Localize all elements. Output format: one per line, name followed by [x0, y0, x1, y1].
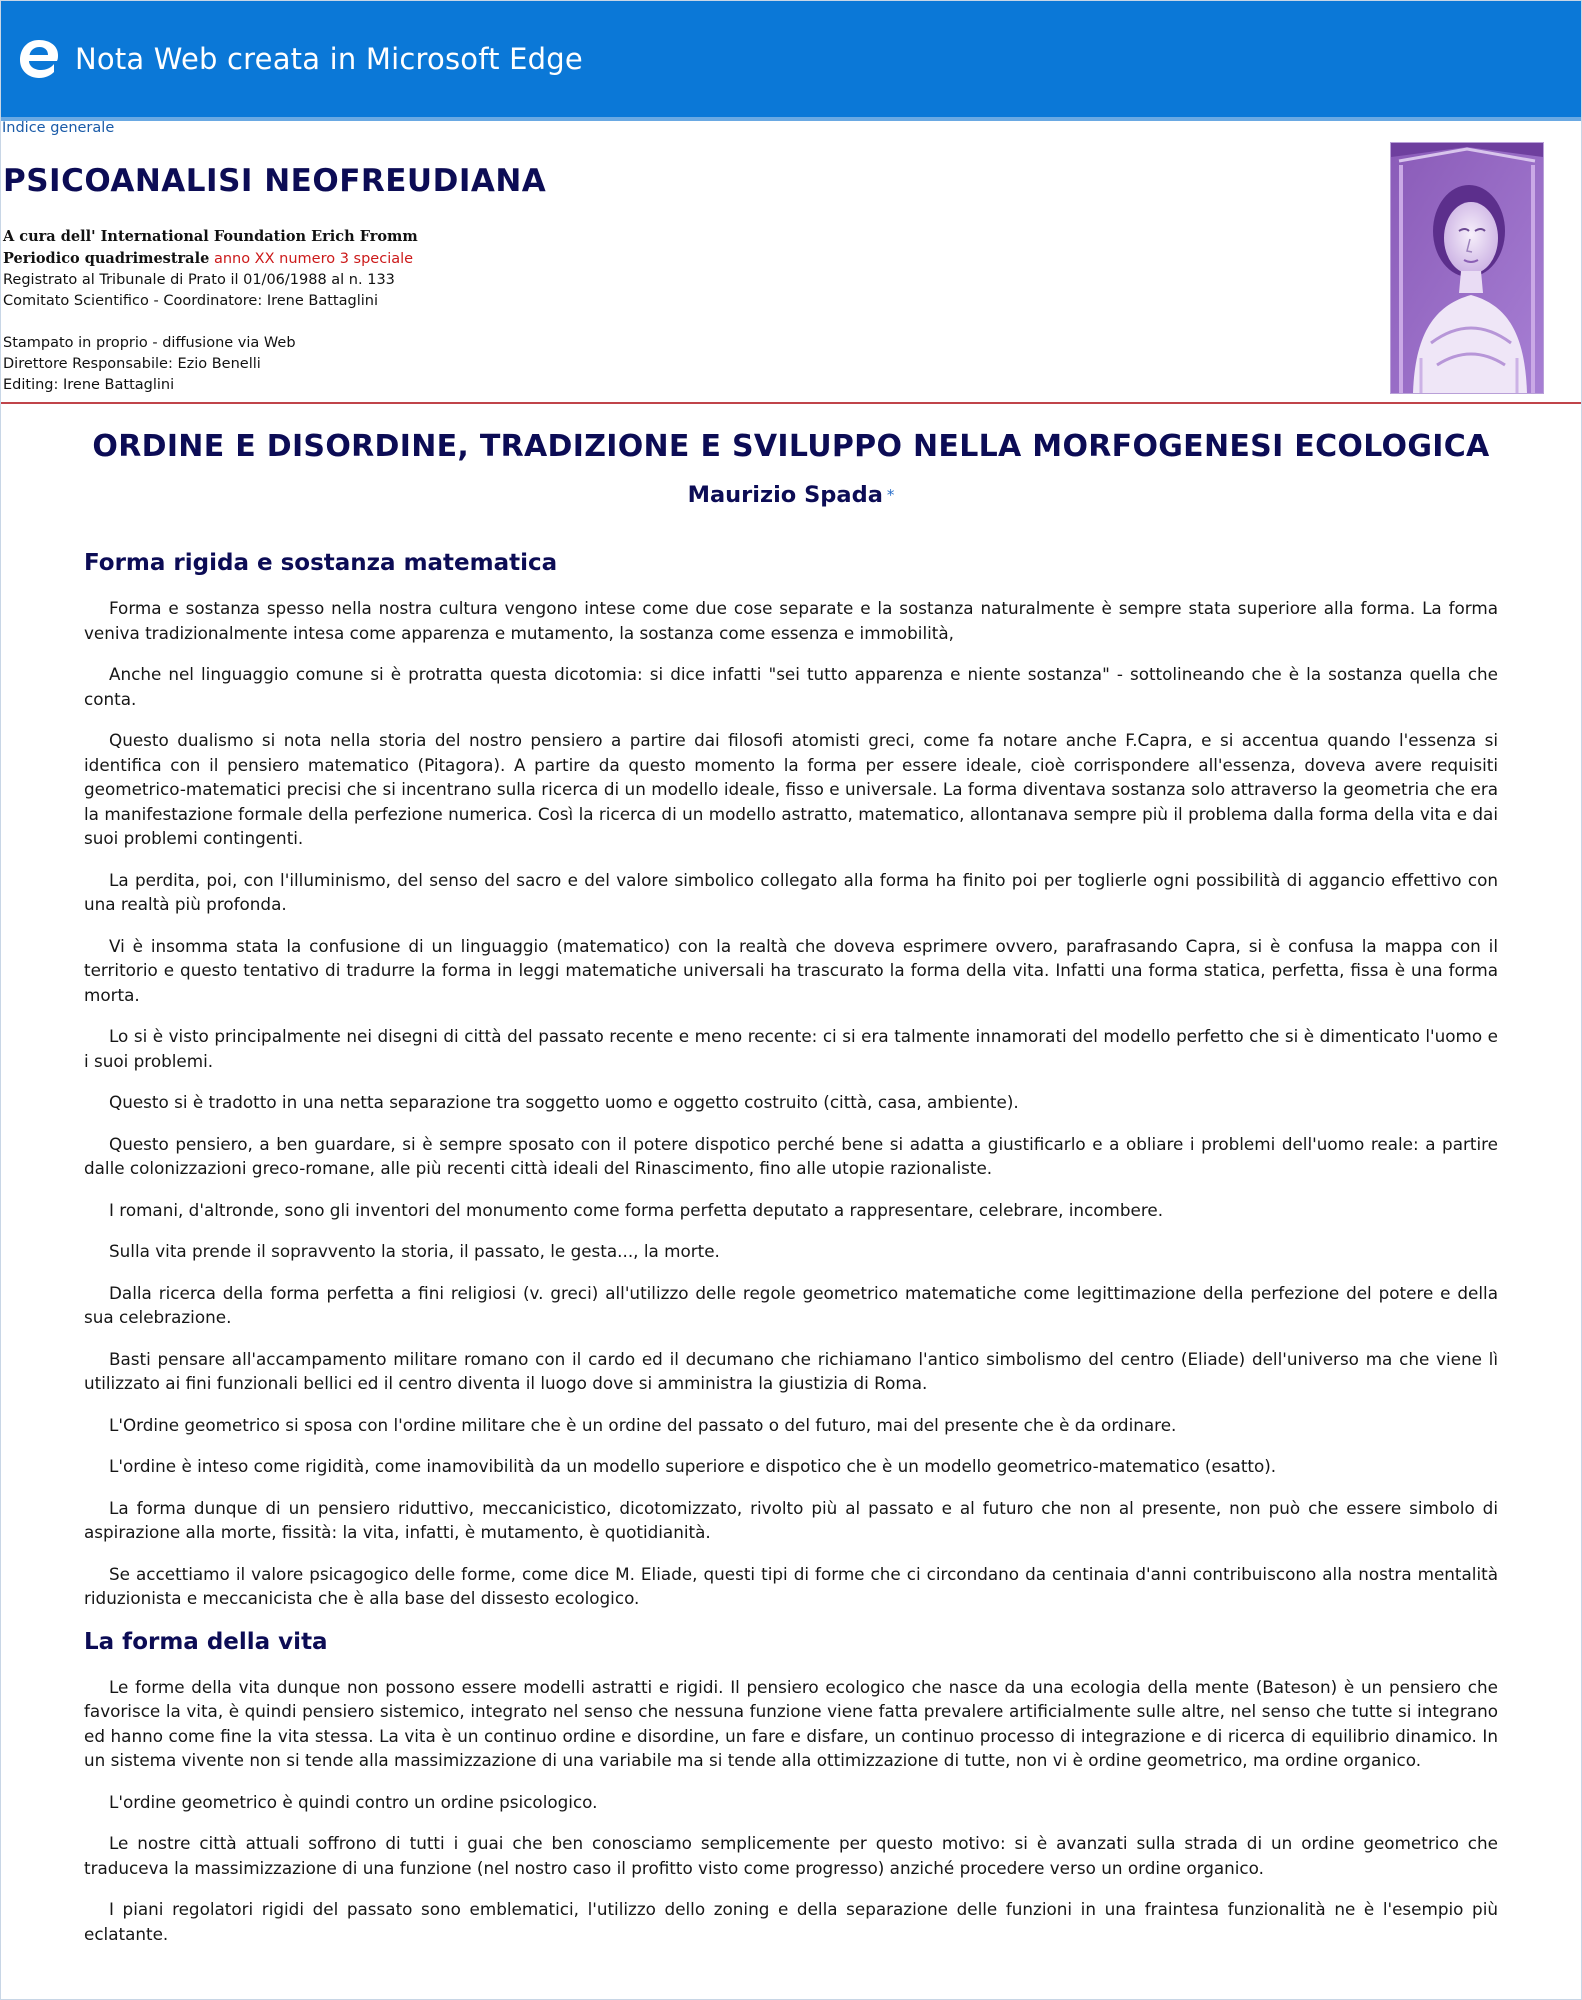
paragraph: La forma dunque di un pensiero riduttivo, meccanicistico, dicotomizzato, rivolto più al passato e al futuro che non al presente, non può che essere simbolo di aspirazione alla morte, fissità: la vita, infatti, è mutamento, è quotidianità.	[84, 1497, 1498, 1542]
paragraph: La perdita, poi, con l'illuminismo, del senso del sacro e del valore simbolico collegato alla forma ha finito poi per toglierle ogni possibilità di aggancio effettivo con una realtà più profonda.	[84, 869, 1498, 914]
paragraph: L'Ordine geometrico si sposa con l'ordine militare che è un ordine del passato o del futuro, mai del presente che è da ordinare.	[109, 1414, 1177, 1435]
director-line: Direttore Responsabile: Ezio Benelli	[3, 356, 261, 372]
paragraph: Questo pensiero, a ben guardare, si è sempre sposato con il potere dispotico perché bene si adatta a giustificarlo e a obliare i problemi dell'uomo reale: a partire dalle colonizzazioni greco-romane, alle più recenti città ideali del Rinascimento, fino alle utopie razionaliste.	[84, 1133, 1498, 1178]
paragraph: Le forme della vita dunque non possono essere modelli astratti e rigidi. Il pensiero ecologico che nasce da una ecologia della mente (Bateson) è un pensiero che favorisce la vita, è quindi pensiero sistemico, integrato nel senso che nessuna funzione viene fatta prevalere artificialmente sulle altre, nel senso che tutte si integrano ed hanno come fine la vita stessa. La vita è un continuo ordine e disordine, un fare e disfare, un continuo processo di integrazione e di ricerca di equilibrio dinamico. In un sistema vivente non si tende alla massimizzazione di una variabile ma si tende alla ottimizzazione di tutte, non vi è ordine geometrico, ma ordine organico.	[84, 1676, 1498, 1770]
paragraph: Forma e sostanza spesso nella nostra cultura vengono intese come due cose separate e la sostanza naturalmente è sempre stata superiore alla forma. La forma veniva tradizionalmente intesa come apparenza e mutamento, la sostanza come essenza e immobilità,	[84, 598, 1498, 643]
registration-line: Registrato al Tribunale di Prato il 01/06/1988 al n. 133	[3, 272, 395, 288]
edge-logo-icon	[17, 37, 61, 81]
paragraph: L'ordine è inteso come rigidità, come inamovibilità da un modello superiore e dispotico che è un modello geometrico-matematico (esatto).	[109, 1456, 1277, 1476]
author-line	[84, 482, 1498, 508]
paragraph: Se accettiamo il valore psicagogico delle forme, come dice M. Eliade, questi tipi di forme che ci circondano da centinaia d'anni contribuiscono alla nostra mentalità riduzionista e meccanicista che è alla base del dissesto ecologico.	[84, 1563, 1498, 1608]
author-note-link[interactable]: *	[886, 486, 895, 504]
printing-line: Stampato in proprio - diffusione via Web	[3, 335, 296, 351]
journal-title: PSICOANALISI NEOFREUDIANA	[3, 163, 547, 199]
paragraph: Lo si è visto principalmente nei disegni di città del passato recente e meno recente: ci si era talmente innamorati del modello perfetto che si è dimenticato l'uomo e i suoi problemi.	[84, 1026, 1498, 1071]
paragraph: I piani regolatori rigidi del passato sono emblematici, l'utilizzo dello zoning e della separazione delle funzioni in una fraintesa funzionalità ne è l'esempio più eclatante.	[84, 1899, 1498, 1944]
paragraph: Vi è insomma stata la confusione di un linguaggio (matematico) con la realtà che doveva esprimere ovvero, parafrasando Capra, si è confusa la mappa con il territorio e questo tentativo di tradurre la forma in leggi matematiche universali ha trascurato la forma della vita. Infatti una forma statica, perfetta, fissa è una forma morta.	[84, 935, 1498, 1005]
header-divider	[1, 402, 1581, 404]
section-heading: Forma rigida e sostanza matematica	[84, 550, 558, 576]
portrait-image	[1390, 142, 1544, 394]
paragraph: Sulla vita prende il sopravvento la storia, il passato, le gesta..., la morte.	[109, 1241, 720, 1261]
index-link[interactable]: Indice generale	[2, 120, 115, 136]
paragraph: Anche nel linguaggio comune si è protratta questa dicotomia: si dice infatti "sei tutto apparenza e niente sostanza" - sottolineando che è la sostanza quella che conta.	[84, 664, 1498, 709]
curator-line: A cura dell' International Foundation Erich Fromm	[3, 228, 418, 245]
periodical-label: Periodico quadrimestrale	[3, 250, 210, 267]
paragraph: L'ordine geometrico è quindi contro un ordine psicologico.	[109, 1791, 598, 1812]
paragraph: Questo si è tradotto in una netta separazione tra soggetto uomo e oggetto costruito (città, casa, ambiente).	[109, 1092, 1019, 1112]
paragraph: I romani, d'altronde, sono gli inventori del monumento come forma perfetta deputato a rappresentare, celebrare, incombere.	[109, 1199, 1164, 1220]
article	[84, 419, 1498, 1963]
paragraph: Basti pensare all'accampamento militare romano con il cardo ed il decumano che richiamano l'antico simbolismo del centro (Eliade) dell'universo ma che viene lì utilizzato ai fini funzionali bellici ed il centro diventa il luogo dove si amministra la giustizia di Roma.	[84, 1348, 1498, 1393]
banner-title: Nota Web creata in Microsoft Edge	[75, 42, 583, 76]
issue-label: anno XX numero 3 speciale	[213, 251, 414, 267]
paragraph: Le nostre città attuali soffrono di tutti i guai che ben conosciamo semplicemente per questo motivo: si è avanzati sulla strada di un ordine geometrico che traduceva la massimizzazione di una funzione (nel nostro caso il profitto visto come progresso) anziché procedere verso un ordine organico.	[84, 1833, 1498, 1878]
edge-web-note-banner	[1, 1, 1581, 121]
journal-info	[3, 226, 418, 396]
article-title: ORDINE E DISORDINE, TRADIZIONE E SVILUPPO NELLA MORFOGENESI ECOLOGICA	[92, 429, 1490, 464]
editing-line: Editing: Irene Battaglini	[3, 377, 175, 393]
section-heading: La forma della vita	[84, 1628, 328, 1655]
paragraph: Questo dualismo si nota nella storia del nostro pensiero a partire dai filosofi atomisti greci, come fa notare anche F.Capra, e si accentua quando l'essenza si identifica con il pensiero matematico (Pitagora). A partire da questo momento la forma per essere ideale, cioè corrispondere all'essenza, doveva avere requisiti geometrico-matematici precisi che si incentrano sulla ricerca di un modello ideale, fisso e universale. La forma diventava sostanza solo attraverso la geometria che era la manifestazione formale della perfezione numerica. Così la ricerca di un modello astratto, matematico, allontanava sempre più il problema dalla forma della vita e dai suoi problemi contingenti.	[84, 730, 1498, 848]
author-name: Maurizio Spada	[687, 482, 883, 508]
committee-line: Comitato Scientifico - Coordinatore: Irene Battaglini	[3, 293, 378, 309]
paragraph: Dalla ricerca della forma perfetta a fini religiosi (v. greci) all'utilizzo delle regole geometrico matematiche come legittimazione della perfezione del potere e della sua celebrazione.	[84, 1282, 1498, 1327]
